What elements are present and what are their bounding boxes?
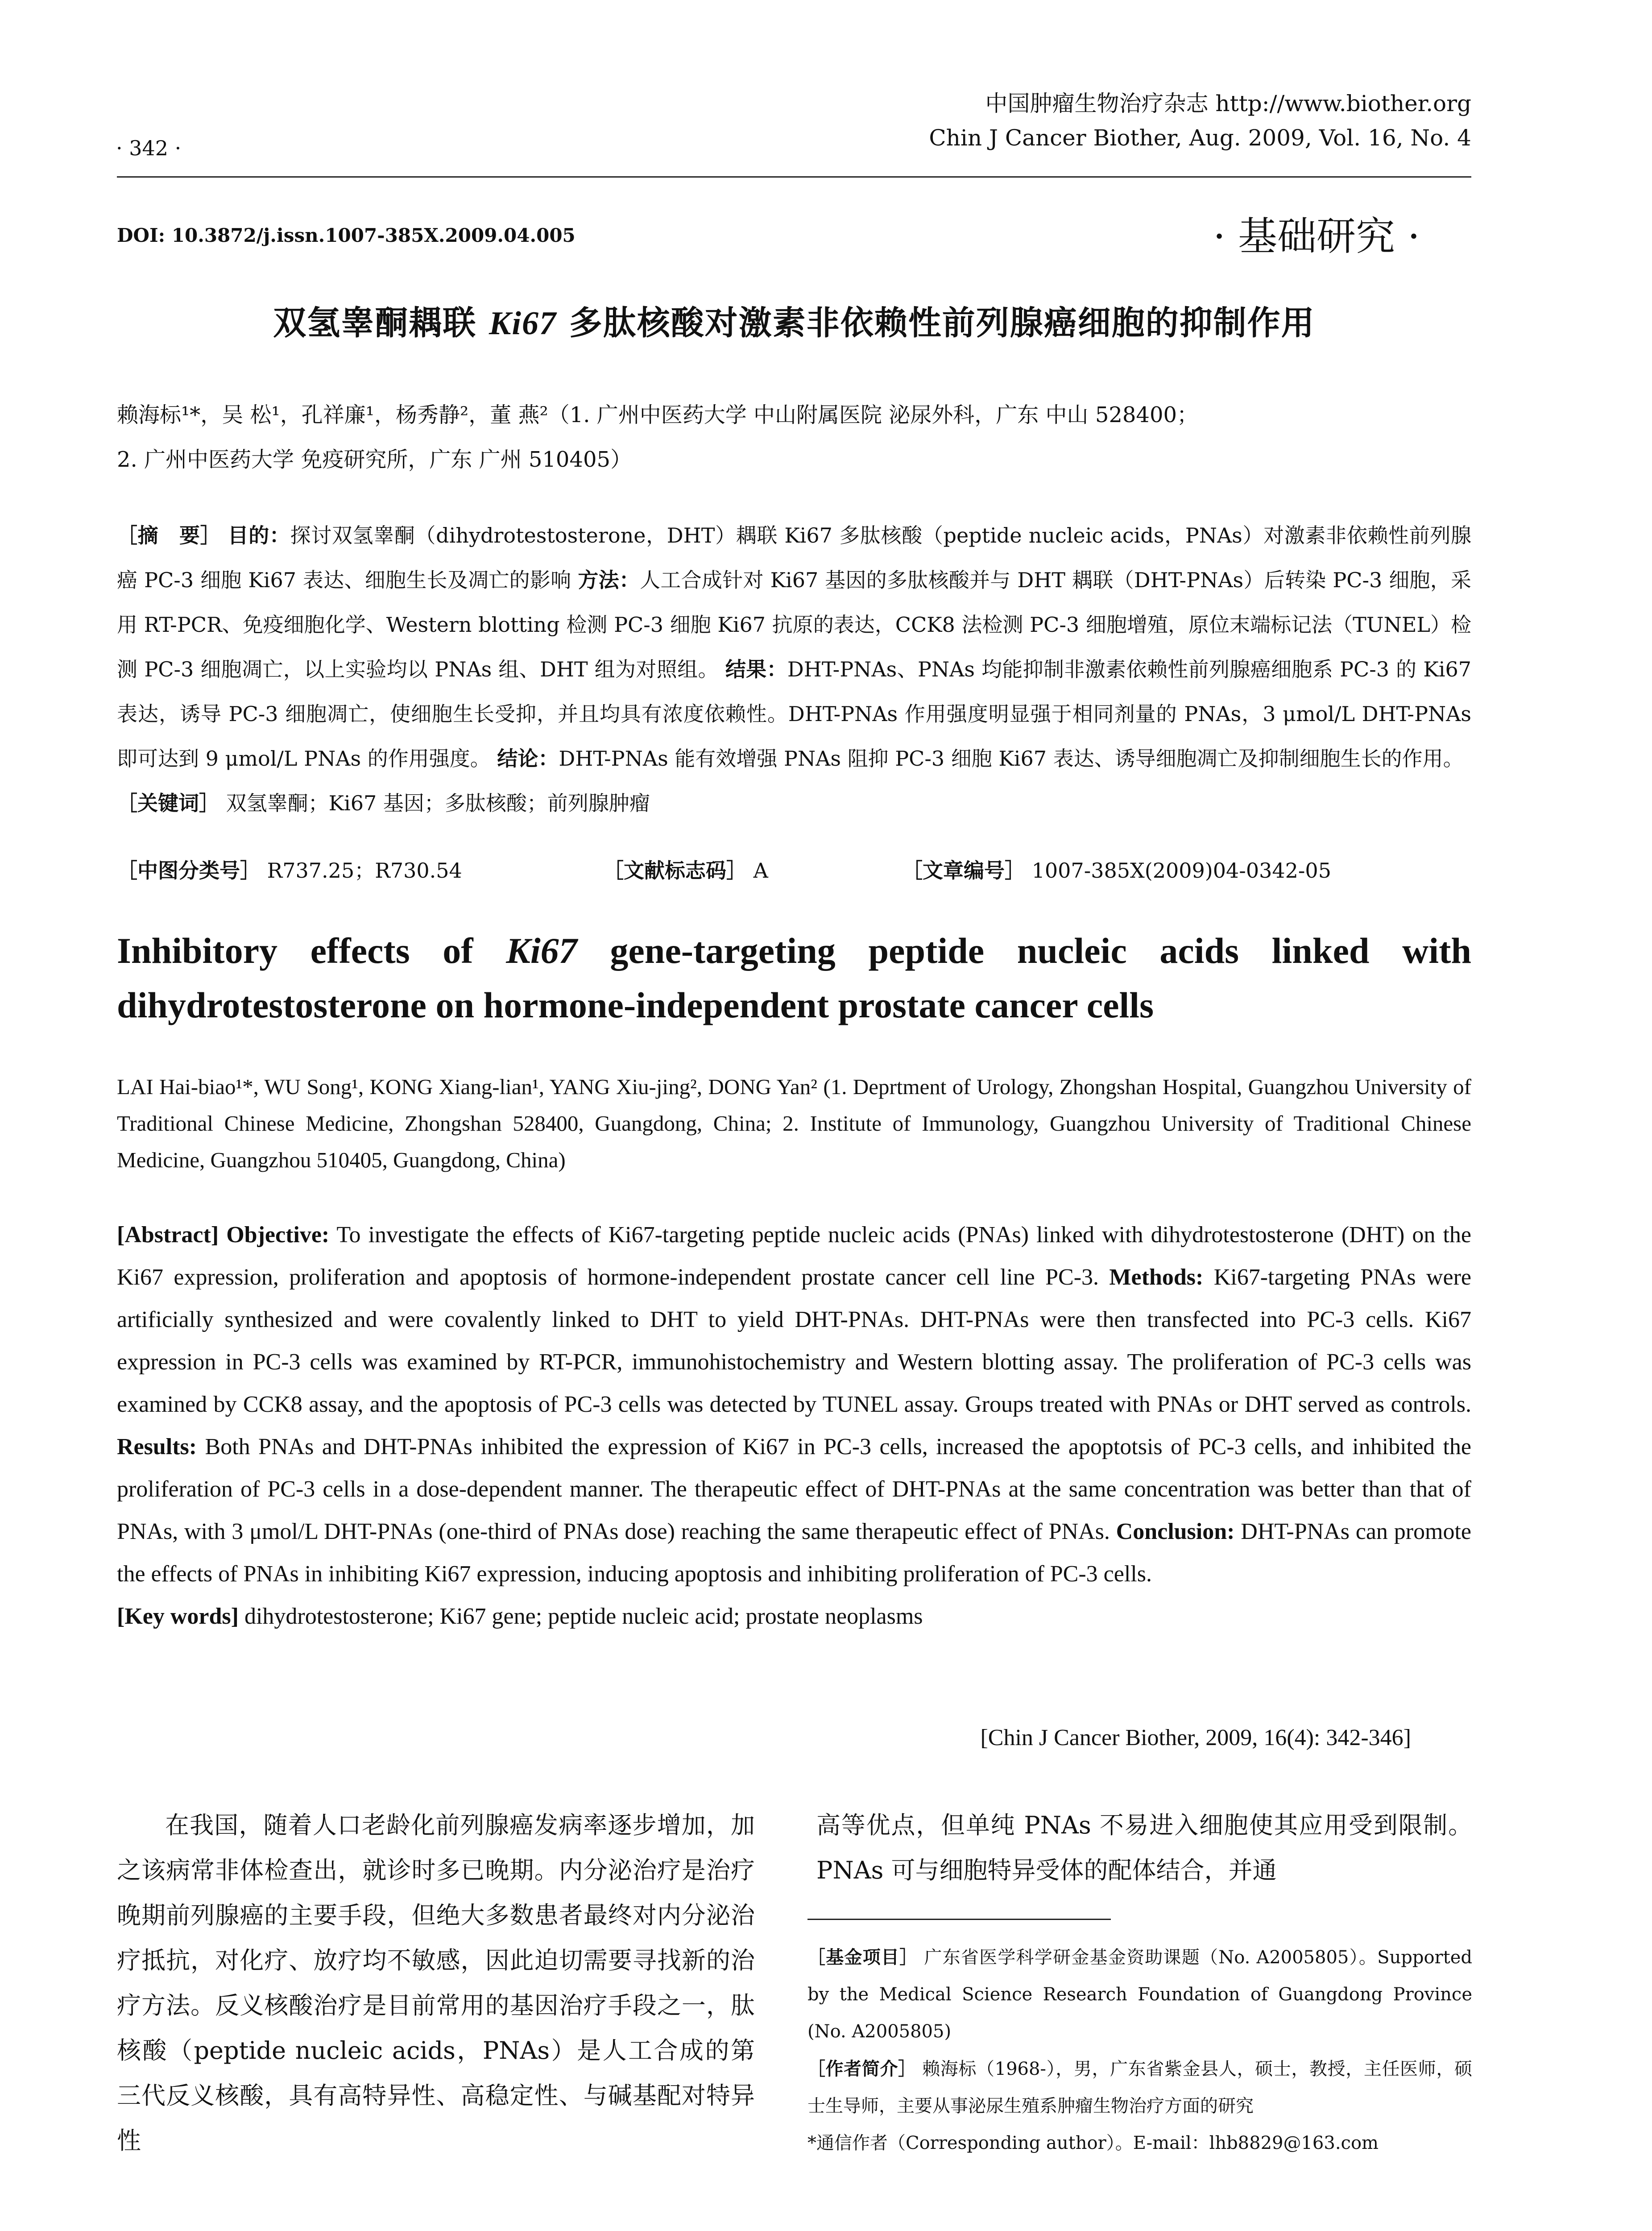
article-number [902,854,1331,884]
author-text: 赖海标（1968-），男，广东省紫金县人，硕士，教授，主任医师，硕士生导师，主要从事泌尿生殖系肿瘤生物治疗方面的研究 [807,2059,1473,2116]
results-en: Both PNAs and DHT-PNAs inhibited the expression of Ki67 in PC-3 cells, increased the apoptotsis of PC-3 cells, and inhibited the proliferation of PC-3 cells in a dose-dependent manner. The therapeutic effect of DHT-PNAs at the same concentration was better than that of PNAs, with 3 μmol/L DHT-PNAs (one-third of PNAs dose) reaching the same therapeutic effect of PNAs. [117,1434,1472,1544]
methods-cn: 人工合成针对 Ki67 基因的多肽核酸并与 DHT 耦联（DHT-PNAs）后转染 PC-3 细胞，采用 RT-PCR、免疫细胞化学、Western blotting 检测 PC-3 细胞 Ki67 抗原的表达，CCK8 法检测 PC-3 细胞增殖，原位末端标记法（TUNEL）检测 PC-3 细胞凋亡，以上实验均以 PNAs 组、DHT 组为对照组。 [117,568,1472,681]
objective-cn-label: 目的： [228,523,290,547]
footnotes [807,1939,1472,2162]
title-en-post: gene-targeting peptide nucleic acids linked with dihydrotestosterone on hormone-independent prostate cancer cells [117,930,1471,1025]
conclusion-en: DHT-PNAs can promote the effects of PNAs in inhibiting Ki67 expression, inducing apoptosis and inhibiting proliferation of PC-3 cells. [117,1519,1471,1587]
methods-cn-label: 方法： [578,568,640,592]
clc [117,854,603,884]
section-tag: · 基础研究 · [1213,213,1420,259]
fund-note [807,1939,1472,2050]
author-label: ［作者简介］ [807,2058,916,2079]
objective-cn: 探讨双氢睾酮（dihydrotestosterone，DHT）耦联 Ki67 多肽核酸（peptide nucleic acids，PNAs）对激素非依赖性前列腺癌 PC-3 细胞 Ki67 表达、细胞生长及凋亡的影响 [117,523,1472,592]
results-cn-label: 结果： [725,657,787,681]
corresponding-note: *通信作者（Corresponding author）。E-mail：lhb8829@163.com [807,2133,1379,2153]
doc-code [603,854,902,884]
keywords-cn-text: 双氢睾酮；Ki67 基因；多肽核酸；前列腺肿瘤 [226,791,650,815]
classification-row [117,854,1471,884]
title-cn-post: 多肽核酸对激素非依赖性前列腺癌细胞的抑制作用 [556,304,1315,342]
keywords-en [117,1595,1471,1638]
author-note [807,2050,1472,2125]
authors-cn [117,393,1471,482]
header-rule [117,176,1471,178]
conclusion-cn-label: 结论： [497,746,559,771]
fund-text: 广东省医学科学研金基金资助课题（No. A2005805）。Supported by the Medical Science Research Foundation of Guangdong Province (No. A2005805) [807,1947,1473,2042]
abstract-en [117,1214,1471,1638]
title-en-gene: Ki67 [506,930,577,971]
methods-en-label: Methods: [1109,1265,1204,1290]
conclusion-en-label: Conclusion: [1116,1519,1235,1544]
authors-en: LAI Hai-biao¹*, WU Song¹, KONG Xiang-lian¹, YANG Xiu-jing², DONG Yan² (1. Deprtment of Urology, Zhongshan Hospital, Guangzhou University of Traditional Chinese Medicine, Zhongshan 528400, Guangdong, China; 2. Institute of Immunology, Guangzhou University of Traditional Chinese Medicine, Guangzhou 510405, Guangdong, China) [117,1074,1471,1172]
body-right-column: 高等优点，但单纯 PNAs 不易进入细胞使其应用受到限制。PNAs 可与细胞特异受体的配体结合，并通 [816,1811,1472,1884]
fund-label: ［基金项目］ [807,1947,918,1968]
keywords-en-label: [Key words] [117,1604,239,1629]
title-en-pre: Inhibitory effects of [117,930,506,971]
body-left-column: 在我国，随着人口老龄化前列腺癌发病率逐步增加，加之该病常非体检查出，就诊时多已晚期。内分泌治疗是治疗晚期前列腺癌的主要手段，但绝大多数患者最终对内分泌治疗抵抗，对化疗、放疗均不敏感，因此迫切需要寻找新的治疗方法。反义核酸治疗是目前常用的基因治疗手段之一，肽核酸（peptide nucleic acids，PNAs）是人工合成的第三代反义核酸，具有高特异性、高稳定性、与碱基配对特异性 [117,1811,755,2155]
abstract-cn-label: ［摘 要］ [117,523,221,547]
footnote-rule [807,1919,1111,1920]
results-cn: DHT-PNAs、PNAs 均能抑制非激素依赖性前列腺癌细胞系 PC-3 的 Ki67 表达，诱导 PC-3 细胞凋亡，使细胞生长受抑，并且均具有浓度依赖性。DHT-PNAs 作用强度明显强于相同剂量的 PNAs，3 μmol/L DHT-PNAs 即可达到 9 μmol/L PNAs 的作用强度。 [117,657,1471,771]
title-cn-pre: 双氢睾酮耦联 [273,304,489,342]
page-number: · 342 · [116,136,182,160]
article-label: ［文章编号］ [902,858,1025,883]
conclusion-cn: DHT-PNAs 能有效增强 PNAs 阻抑 PC-3 细胞 Ki67 表达、诱导细胞凋亡及抑制细胞生长的作用。 [559,746,1464,771]
results-en-label: Results: [117,1434,197,1460]
keywords-cn-label: ［关键词］ [117,791,219,815]
clc-value: R737.25；R730.54 [267,858,462,883]
objective-en: To investigate the effects of Ki67-targeting peptide nucleic acids (PNAs) linked with dihydrotestosterone (DHT) on the Ki67 expression, proliferation and apoptosis of hormone-independent prostate cancer cell line PC-3. [117,1222,1472,1290]
methods-en: Ki67-targeting PNAs were artificially synthesized and were covalently linked to DHT to yield DHT-PNAs. DHT-PNAs were then transfected into PC-3 cells. Ki67 expression in PC-3 cells was examined by RT-PCR, immunohistochemistry and Western blotting assay. The proliferation of PC-3 cells was examined by CCK8 assay, and the apoptosis of PC-3 cells was detected by TUNEL assay. Groups treated with PNAs or DHT served as controls. [117,1265,1471,1417]
keywords-en-text: dihydrotestosterone; Ki67 gene; peptide nucleic acid; prostate neoplasms [244,1604,923,1629]
doi: DOI: 10.3872/j.issn.1007-385X.2009.04.005 [117,224,576,246]
objective-en-label: Objective: [226,1222,330,1248]
authors-cn-line2: 2. 广州中医药大学 免疫研究所，广东 广州 510405） [117,447,632,472]
journal-header-cn: 中国肿瘤生物治疗杂志 http://www.biother.org [985,91,1471,116]
journal-header-en: Chin J Cancer Biother, Aug. 2009, Vol. 16, No. 4 [929,125,1471,151]
article-value: 1007-385X(2009)04-0342-05 [1031,858,1331,883]
title-cn [117,297,1471,344]
abstract-en-label: [Abstract] [117,1222,219,1248]
title-en [117,924,1471,1033]
title-cn-gene: Ki67 [489,305,557,342]
authors-cn-line1: 赖海标¹*，吴 松¹，孔祥廉¹，杨秀静²，董 燕²（1. 广州中医药大学 中山附属医院 泌尿外科，广东 中山 528400； [117,402,1199,427]
clc-label: ［中图分类号］ [117,858,261,883]
citation: [Chin J Cancer Biother, 2009, 16(4): 342-346] [980,1725,1411,1750]
abstract-cn [117,513,1471,825]
doc-value: A [753,858,768,883]
keywords-cn [117,781,1471,825]
doc-label: ［文献标志码］ [603,858,747,883]
